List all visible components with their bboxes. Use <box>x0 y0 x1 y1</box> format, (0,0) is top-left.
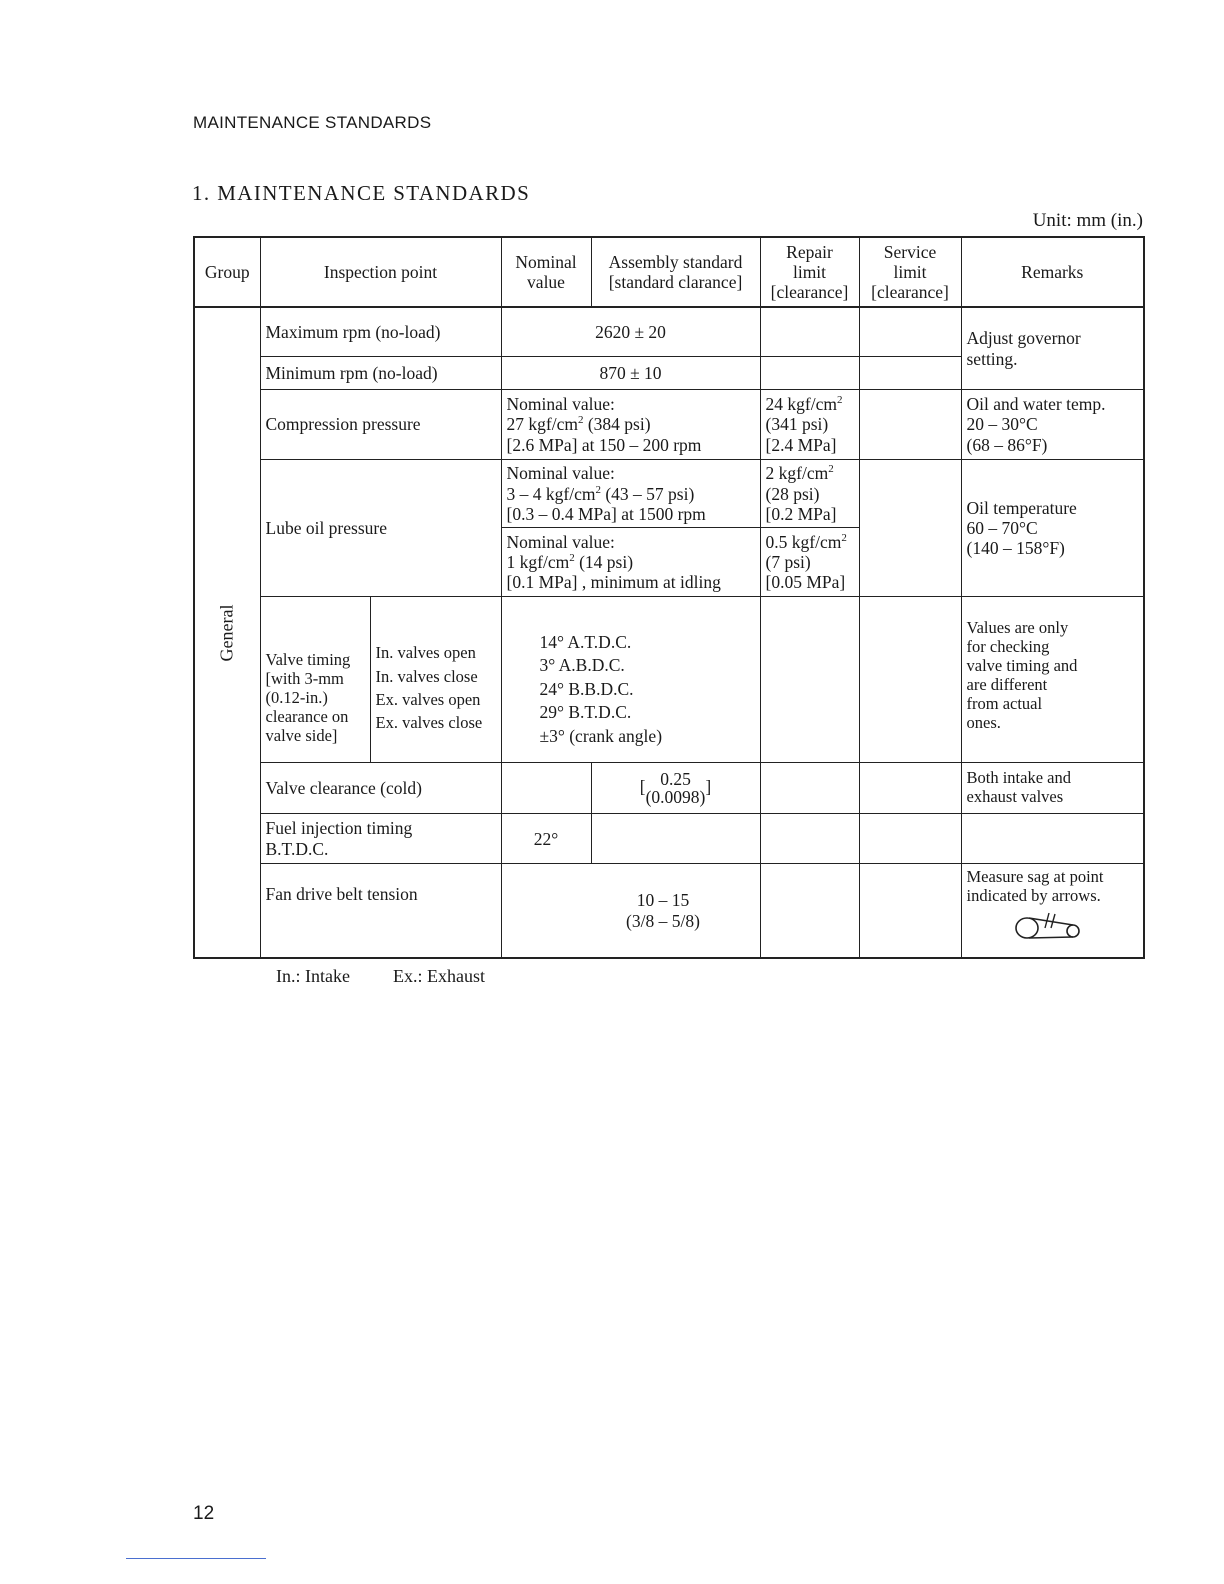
valve-clearance-standard: [ 0.25 (0.0098) ] <box>591 762 760 813</box>
lube-remark: Oil temperature 60 – 70°C (140 – 158°F) <box>961 460 1144 597</box>
compression-line-3: [2.6 MPa] at 150 – 200 rpm <box>506 434 702 455</box>
valve-timing-service <box>859 597 961 762</box>
compression-service <box>859 389 961 459</box>
header-group: Group <box>194 237 260 307</box>
valve-clearance-point: Valve clearance (cold) <box>260 762 501 813</box>
belt-value: 10 – 15 (3/8 – 5/8) <box>501 864 760 958</box>
row-lube-oil-a <box>194 460 1144 528</box>
header-row <box>194 237 1144 307</box>
lube-value-a: Nominal value: 3 – 4 kgf/$cm^2$ (43 – 57 psi) [0.3 – 0.4 MPa] at 1500 rpm <box>501 460 760 528</box>
header-service-limit: Service limit [clearance] <box>859 237 961 307</box>
valve-timing-events: In. valves open In. valves close Ex. valves open Ex. valves close <box>370 597 501 762</box>
valve-clearance-service <box>859 762 961 813</box>
belt-service <box>859 864 961 958</box>
max-rpm-service <box>859 307 961 356</box>
min-rpm-service <box>859 356 961 389</box>
belt-point: Fan drive belt tension <box>260 864 501 958</box>
max-rpm-value: 2620 ± 20 <box>501 307 760 356</box>
header-nominal-value: Nominal value <box>501 237 591 307</box>
min-rpm-repair <box>760 356 859 389</box>
row-max-rpm <box>194 307 1144 356</box>
compression-repair: 24 kgf/$cm^2$ (341 psi) [2.4 MPa] <box>760 389 859 459</box>
footnote-intake: In.: Intake <box>276 966 350 986</box>
min-rpm-point: Minimum rpm (no-load) <box>260 356 501 389</box>
belt-sag-icon <box>1013 912 1083 942</box>
header-inspection-point: Inspection point <box>260 237 501 307</box>
page-number: 12 <box>193 1503 215 1524</box>
injection-service <box>859 814 961 864</box>
header-remarks: Remarks <box>961 237 1144 307</box>
footnote-exhaust: Ex.: Exhaust <box>393 966 485 986</box>
lube-service <box>859 460 961 597</box>
belt-remark: Measure sag at point indicated by arrows. <box>961 864 1144 958</box>
header-repair-limit: Repair limit [clearance] <box>760 237 859 307</box>
footer-rule <box>126 1558 266 1559</box>
valve-timing-point: Valve timing [with 3-mm (0.12-in.) clearance on valve side] <box>260 597 370 762</box>
row-valve-timing <box>194 597 1144 762</box>
valve-clearance-nominal <box>501 762 591 813</box>
compression-line-1: Nominal value: <box>506 394 615 415</box>
maintenance-standards-table <box>193 236 1145 959</box>
compression-remark: Oil and water temp. 20 – 30°C (68 – 86°F) <box>961 389 1144 459</box>
max-rpm-repair <box>760 307 859 356</box>
section-title: 1. MAINTENANCE STANDARDS <box>192 181 531 205</box>
compression-line-2: 27 kgf/$cm^2$ (384 psi) <box>506 414 651 435</box>
row-injection-timing <box>194 814 1144 864</box>
group-cell <box>194 307 260 958</box>
max-rpm-point: Maximum rpm (no-load) <box>260 307 501 356</box>
injection-value: 22° <box>501 814 591 864</box>
valve-timing-values: 14° A.T.D.C. 3° A.B.D.C. 24° B.B.D.C. 29° B.T.D.C. ±3° (crank angle) <box>501 597 760 762</box>
compression-value <box>501 389 760 459</box>
belt-repair <box>760 864 859 958</box>
compression-point: Compression pressure <box>260 389 501 459</box>
row-fan-belt <box>194 864 1144 958</box>
row-valve-clearance <box>194 762 1144 813</box>
valve-timing-repair <box>760 597 859 762</box>
min-rpm-value: 870 ± 10 <box>501 356 760 389</box>
running-head: MAINTENANCE STANDARDS <box>193 113 432 132</box>
valve-clearance-repair <box>760 762 859 813</box>
rpm-remark: Adjust governor setting. <box>961 307 1144 389</box>
valve-clearance-remark: Both intake and exhaust valves <box>961 762 1144 813</box>
injection-standard <box>591 814 760 864</box>
lube-value-b: Nominal value: 1 kgf/$cm^2$ (14 psi) [0.1 MPa] , minimum at idling <box>501 528 760 597</box>
row-compression <box>194 389 1144 459</box>
lube-repair-b: 0.5 kgf/$cm^2$ (7 psi) [0.05 MPa] <box>760 528 859 597</box>
group-label: General <box>216 604 237 662</box>
valve-timing-remark: Values are only for checking valve timing and are different from actual ones. <box>961 597 1144 762</box>
lube-point: Lube oil pressure <box>260 460 501 597</box>
lube-repair-a: 2 kgf/$cm^2$ (28 psi) [0.2 MPa] <box>760 460 859 528</box>
injection-point: Fuel injection timing B.T.D.C. <box>260 814 501 864</box>
injection-repair <box>760 814 859 864</box>
header-assembly-standard: Assembly standard [standard clarance] <box>591 237 760 307</box>
injection-remark <box>961 814 1144 864</box>
unit-note: Unit: mm (in.) <box>1032 210 1143 231</box>
